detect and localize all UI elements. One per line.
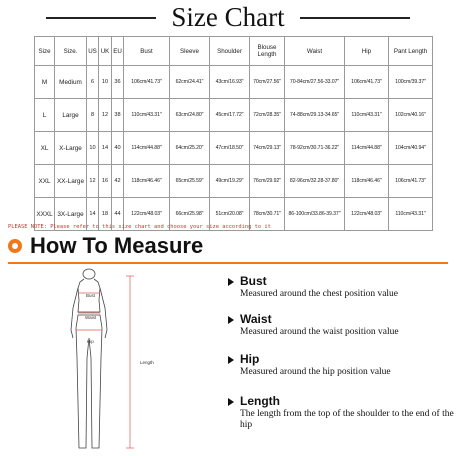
column-header: Waist (285, 37, 345, 66)
table-cell: 47cm/18.50" (210, 132, 250, 165)
table-cell: XL (35, 132, 55, 165)
table-cell: 70cm/27.56" (250, 66, 285, 99)
table-cell: 44 (112, 198, 124, 231)
table-cell: 14 (87, 198, 99, 231)
table-cell: 36 (112, 66, 124, 99)
left-arm-outline (71, 288, 78, 338)
table-cell: 45cm/17.72" (210, 99, 250, 132)
triangle-arrow-icon (228, 398, 234, 406)
page-title: Size Chart (163, 2, 292, 32)
table-row (35, 165, 433, 198)
definition-description: Measured around the hip position value (240, 367, 391, 377)
table-cell: 64cm/25.20" (170, 132, 210, 165)
definition-name: Length (240, 394, 280, 408)
table-cell: 78-92cm/30.71-36.22" (285, 132, 345, 165)
table-row (35, 132, 433, 165)
body-silhouette-figure (58, 268, 198, 454)
table-cell: 16 (99, 165, 112, 198)
table-cell: 114cm/44.88" (124, 132, 170, 165)
table-cell: 110cm/43.31" (124, 99, 170, 132)
triangle-arrow-icon (228, 356, 234, 364)
table-cell: 76cm/29.92" (250, 165, 285, 198)
table-cell: 38 (112, 99, 124, 132)
table-cell: 66cm/25.98" (170, 198, 210, 231)
table-cell: 70-84cm/27.56-33.07" (285, 66, 345, 99)
column-header: Size. (55, 37, 87, 66)
size-chart-header (0, 2, 456, 32)
table-cell: 14 (99, 132, 112, 165)
table-cell: 62cm/24.41" (170, 66, 210, 99)
table-cell: 74cm/29.13" (250, 132, 285, 165)
table-cell: 42 (112, 165, 124, 198)
hip-figure-label: Hip (87, 339, 94, 344)
table-cell: 100cm/39.37" (389, 66, 433, 99)
definition-description: The length from the top of the shoulder to the end of the hip (240, 409, 454, 430)
table-cell: 86-100cm/33.86-39.37" (285, 198, 345, 231)
triangle-arrow-icon (228, 278, 234, 286)
table-cell: 40 (112, 132, 124, 165)
how-to-measure-title: How To Measure (30, 233, 204, 258)
table-cell: 78cm/30.71" (250, 198, 285, 231)
table-cell: 43cm/16.93" (210, 66, 250, 99)
column-header: Sleeve (170, 37, 210, 66)
table-row (35, 66, 433, 99)
table-cell: 118cm/46.46" (124, 165, 170, 198)
table-cell: 118cm/46.46" (345, 165, 389, 198)
table-cell: 18 (99, 198, 112, 231)
length-figure-label: Length (140, 360, 154, 365)
column-header: Blouse Length (250, 37, 285, 66)
table-cell: 104cm/40.94" (389, 132, 433, 165)
table-cell: XXL (35, 165, 55, 198)
table-cell: 110cm/43.31" (345, 99, 389, 132)
table-cell: 106cm/41.73" (345, 66, 389, 99)
table-cell: 8 (87, 99, 99, 132)
table-cell: 12 (99, 99, 112, 132)
table-cell: 106cm/41.73" (124, 66, 170, 99)
table-cell: 72cm/28.35" (250, 99, 285, 132)
column-header: Pant Length (389, 37, 433, 66)
table-cell: 122cm/48.03" (345, 198, 389, 231)
table-cell: 12 (87, 165, 99, 198)
table-cell: L (35, 99, 55, 132)
column-header: UK (99, 37, 112, 66)
definition-name: Hip (240, 352, 260, 366)
table-cell: 10 (99, 66, 112, 99)
table-cell: 63cm/24.80" (170, 99, 210, 132)
definition-name: Bust (240, 274, 267, 288)
table-cell: 6 (87, 66, 99, 99)
table-cell: 114cm/44.88" (345, 132, 389, 165)
pants-outline (76, 315, 102, 448)
table-cell: XX-Large (55, 165, 87, 198)
table-cell: Medium (55, 66, 87, 99)
table-cell: 102cm/40.16" (389, 99, 433, 132)
right-arm-outline (100, 288, 107, 338)
table-cell: 74-88cm/29.13-34.65" (285, 99, 345, 132)
definition-description: Measured around the chest position value (240, 289, 399, 299)
waist-figure-label: Waist (85, 315, 97, 320)
column-header: Size (35, 37, 55, 66)
column-header: Hip (345, 37, 389, 66)
size-notice: PLEASE NOTE: Please refer to this size chart and choose your size according to it (8, 224, 271, 230)
table-header-row (35, 37, 433, 66)
table-cell: XXXL (35, 198, 55, 231)
table-cell: 106cm/41.73" (389, 165, 433, 198)
definition-name: Waist (240, 312, 272, 326)
definition-description: Measured around the waist position value (240, 327, 399, 337)
column-header: Shoulder (210, 37, 250, 66)
head-outline (83, 269, 95, 279)
table-cell: X-Large (55, 132, 87, 165)
table-row (35, 99, 433, 132)
bust-figure-label: Bust (86, 293, 96, 298)
column-header: Bust (124, 37, 170, 66)
table-cell: 65cm/25.59" (170, 165, 210, 198)
table-cell: 10 (87, 132, 99, 165)
table-cell: Large (55, 99, 87, 132)
table-cell: 3X-Large (55, 198, 87, 231)
table-cell: 110cm/43.31" (389, 198, 433, 231)
table-cell: 122cm/48.03" (124, 198, 170, 231)
orange-ring-bullet-icon (8, 239, 22, 253)
triangle-arrow-icon (228, 316, 234, 324)
column-header: US (87, 37, 99, 66)
table-cell: 51cm/20.08" (210, 198, 250, 231)
table-cell: M (35, 66, 55, 99)
table-cell: 82-96cm/32.28-37.80" (285, 165, 345, 198)
table-cell: 49cm/19.29" (210, 165, 250, 198)
section-divider (8, 262, 448, 264)
column-header: EU (112, 37, 124, 66)
size-table (34, 36, 433, 231)
